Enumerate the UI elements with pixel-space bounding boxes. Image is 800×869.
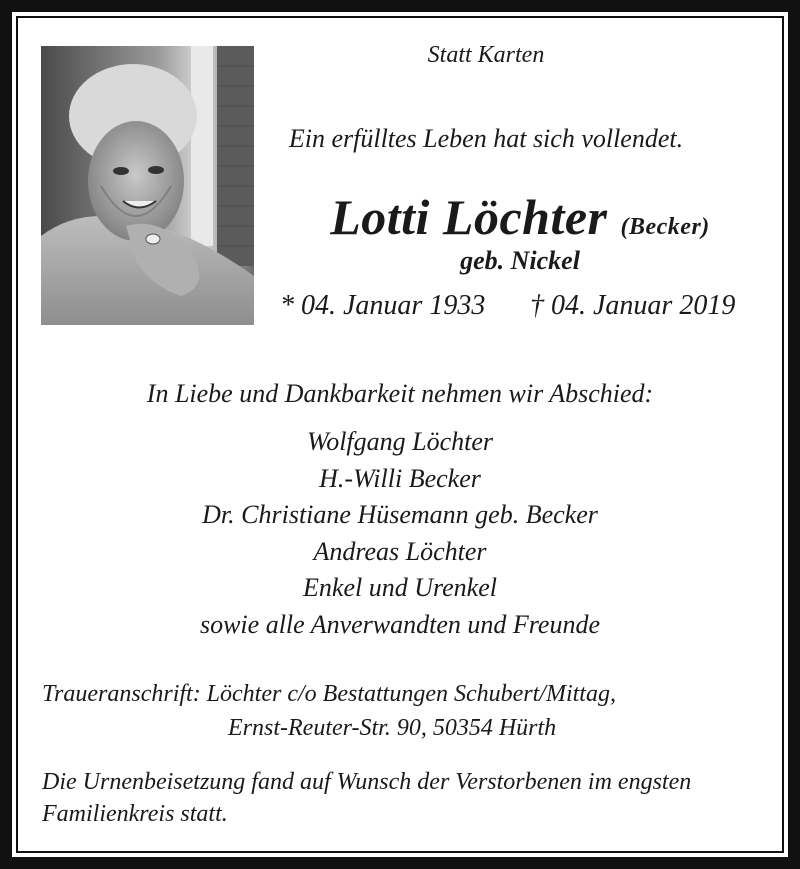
alt-name: (Becker) — [620, 214, 710, 240]
mourner: H.-Willi Becker — [319, 463, 481, 493]
birth-date: * 04. Januar 1933 — [280, 290, 486, 321]
burial-note: Die Urnenbeisetzung fand auf Wunsch der Verstorbenen im engsten Familienkreis statt. — [42, 769, 692, 827]
address-line-2: Ernst-Reuter-Str. 90, 50354 Hürth — [228, 715, 557, 741]
portrait-photo — [41, 46, 254, 325]
mourner: Dr. Christiane Hüsemann geb. Becker — [202, 500, 598, 529]
mourner: Enkel und Urenkel — [303, 573, 497, 602]
mourners-list — [20, 424, 780, 643]
address-line-1: Traueranschrift: Löchter c/o Bestattungen Schubert/Mittag, — [42, 681, 616, 707]
statt-karten: Statt Karten — [427, 42, 545, 68]
death-date: † 04. Januar 2019 — [530, 290, 736, 321]
full-name: Lotti Löchter — [330, 189, 608, 245]
mourner: Wolfgang Löchter — [306, 427, 494, 456]
mourner: Andreas Löchter — [313, 536, 487, 566]
deceased-name — [256, 188, 784, 246]
verse: Ein erfülltes Leben hat sich vollendet. — [288, 124, 684, 153]
farewell-line: In Liebe und Dankbarkeit nehmen wir Abschied: — [146, 379, 654, 408]
birth-name: geb. Nickel — [460, 246, 580, 275]
mourner: sowie alle Anverwandten und Freunde — [199, 609, 601, 639]
